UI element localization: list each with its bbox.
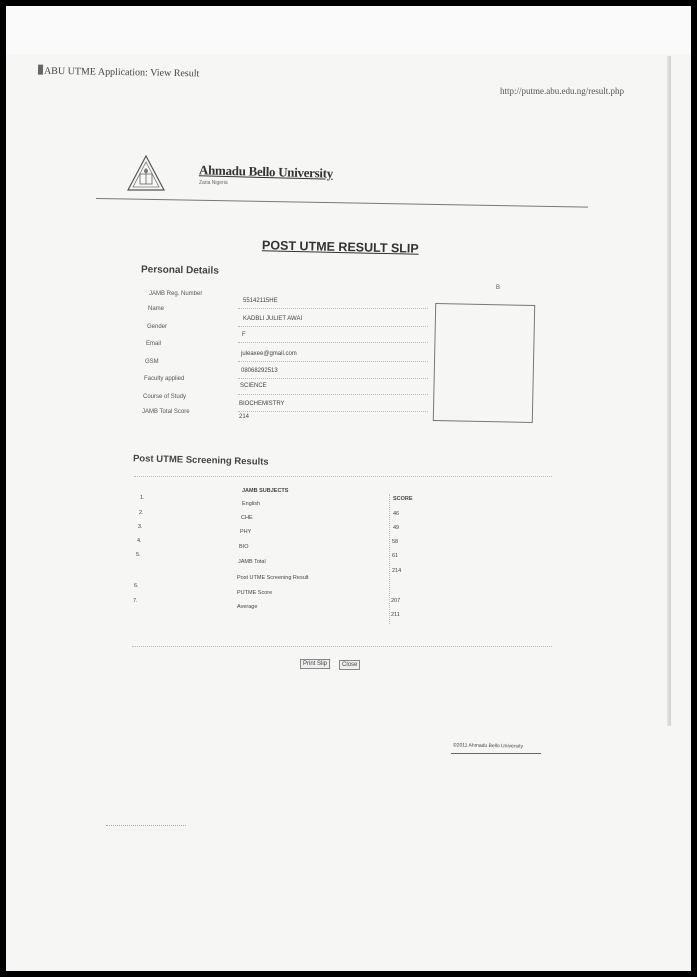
scanned-printout (6, 6, 691, 971)
screening-results-heading: Post UTME Screening Results (132, 453, 269, 468)
row-number: 4. (137, 538, 142, 544)
row-subject: PHY (240, 529, 252, 535)
table-bottom-border (132, 646, 552, 647)
row-subject: BIO (239, 544, 249, 550)
field-label-gender: Gender (147, 324, 168, 330)
page-icon (38, 65, 43, 75)
col-header-subjects: JAMB SUBJECTS (242, 488, 289, 494)
row-number: 1. (140, 495, 145, 501)
print-slip-button[interactable]: Print Slip (300, 659, 330, 669)
footer-copyright: ©2011 Ahmadu Bello University (452, 742, 524, 750)
close-button[interactable]: Close (339, 660, 360, 670)
scan-top-margin (6, 6, 691, 54)
field-value-course: BIOCHEMISTRY (239, 401, 285, 407)
field-value-gender: F (242, 332, 246, 338)
row-subject: CHE (241, 515, 253, 521)
row-subject: Average (237, 604, 258, 610)
field-label-jamb-total: JAMB Total Score (142, 409, 190, 415)
slip-title: POST UTME RESULT SLIP (261, 238, 419, 256)
row-score: 46 (393, 511, 400, 517)
row-score: 58 (392, 539, 399, 545)
row-divider (238, 326, 428, 327)
field-value-name: KADBLI JULIET AWAI (243, 316, 303, 322)
print-header-title: ABU UTME Application: View Result (38, 65, 200, 80)
university-name: Ahmadu Bello University (198, 162, 334, 181)
field-value-jamb-total: 214 (239, 414, 250, 420)
field-label-name: Name (148, 306, 165, 312)
stray-mark (106, 825, 186, 826)
row-number: 5. (136, 552, 141, 558)
row-score: 214 (392, 568, 402, 574)
field-value-faculty: SCIENCE (240, 383, 267, 389)
row-number: 7. (133, 598, 138, 604)
row-divider (238, 378, 428, 379)
row-divider (238, 361, 428, 362)
field-label-gsm: GSM (145, 359, 159, 365)
row-divider (238, 308, 428, 309)
row-divider (238, 411, 428, 412)
row-number: 6. (134, 583, 139, 589)
scan-page-edge (667, 56, 671, 726)
row-number: 3. (138, 524, 143, 530)
university-crest-icon (126, 154, 166, 194)
row-subject: English (242, 501, 261, 507)
row-number: 2. (139, 510, 144, 516)
field-label-faculty: Faculty applied (144, 376, 185, 382)
field-value-gsm: 08068292513 (241, 368, 278, 374)
row-subject: Post UTME Screening Result (237, 575, 309, 581)
footer-rule (451, 753, 541, 754)
col-header-score: SCORE (393, 496, 413, 502)
photo-corner-mark: B (496, 285, 501, 291)
field-label-email: Email (146, 341, 162, 347)
row-divider (238, 394, 428, 395)
field-value-email: juleaxee@gmail.com (241, 351, 297, 357)
print-header-url[interactable]: http://putme.abu.edu.ng/result.php (500, 86, 624, 96)
field-label-jamb-reg: JAMB Reg. Number (149, 291, 203, 297)
passport-photo-placeholder (433, 303, 535, 423)
field-label-course: Course of Study (143, 394, 187, 400)
column-divider (389, 494, 390, 624)
row-score: 211 (391, 612, 400, 618)
header-divider (96, 198, 588, 208)
personal-details-heading: Personal Details (140, 264, 219, 277)
row-subject: PUTME Score (237, 590, 273, 596)
row-subject: JAMB Total (238, 559, 266, 565)
table-top-border (134, 476, 552, 477)
row-divider (238, 342, 428, 343)
university-location: Zaria Nigeria (199, 180, 228, 186)
row-score: 49 (393, 525, 400, 531)
row-score: 207 (391, 598, 401, 604)
field-value-jamb-reg: 55142115HE (243, 298, 278, 304)
row-score: 61 (392, 553, 399, 559)
